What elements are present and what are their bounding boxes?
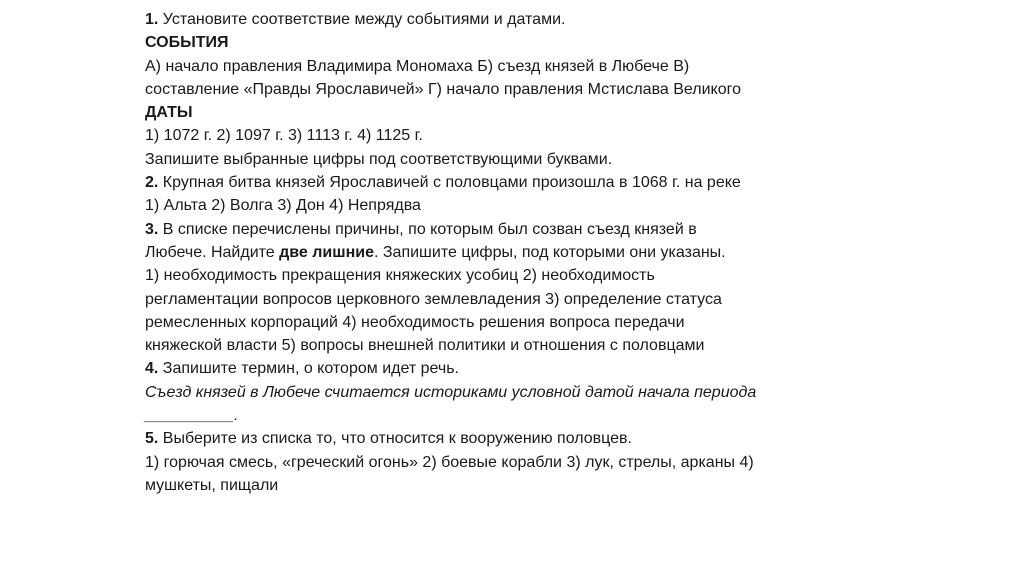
q5-number: 5. bbox=[145, 430, 159, 448]
q3-question-1: В списке перечислены причины, по которым был созван съезд князей в bbox=[158, 220, 697, 238]
q3-question-2b: . Запишите цифры, под которыми они указаны. bbox=[374, 243, 726, 261]
q5-options-line-2: мушкеты, пищали bbox=[145, 476, 279, 494]
q3-question-line-1 bbox=[145, 218, 885, 241]
q4-number: 4. bbox=[145, 360, 159, 378]
q2-options: 1) Альта 2) Волга 3) Дон 4) Непрядва bbox=[145, 197, 421, 215]
q2-question: Крупная битва князей Ярославичей с половцами произошла в 1068 г. на реке bbox=[158, 174, 741, 192]
q5-question: Выберите из списка то, что относится к вооружению половцев. bbox=[158, 430, 632, 448]
q2-number: 2. bbox=[145, 174, 159, 192]
q3-options-line-4: княжеской власти 5) вопросы внешней политики и отношения с половцами bbox=[145, 337, 705, 355]
q4-question: Запишите термин, о котором идет речь. bbox=[158, 360, 459, 378]
q4-question-line bbox=[145, 357, 885, 380]
q1-events-line-2: составление «Правды Ярославичей» Г) начало правления Мстислава Великого bbox=[145, 80, 742, 98]
q3-question-2a: Любече. Найдите bbox=[145, 243, 280, 261]
q1-number: 1. bbox=[145, 11, 159, 28]
q5-options-line-1: 1) горючая смесь, «греческий огонь» 2) боевые корабли 3) лук, стрелы, арканы 4) bbox=[145, 453, 754, 471]
q3-number: 3. bbox=[145, 220, 159, 238]
q1-dates-heading: ДАТЫ bbox=[145, 104, 193, 122]
q1-question-line bbox=[145, 8, 885, 31]
q5-question-line bbox=[145, 427, 885, 450]
q4-statement-line-1: Съезд князей в Любече считается историками условной датой начала периода bbox=[145, 383, 757, 401]
q1-instruction: Запишите выбранные цифры под соответствующими буквами. bbox=[145, 150, 613, 168]
q1-events-line-1: А) начало правления Владимира Мономаха Б) съезд князей в Любече В) bbox=[145, 57, 690, 75]
q3-question-line-2 bbox=[145, 241, 885, 264]
q3-question-2-bold: две лишние bbox=[279, 243, 374, 261]
q1-question: Установите соответствие между событиями и датами. bbox=[158, 11, 566, 28]
q4-statement-line-2: __________. bbox=[145, 407, 239, 425]
worksheet bbox=[145, 8, 885, 497]
q3-options-line-2: регламентации вопросов церковного землевладения 3) определение статуса bbox=[145, 290, 722, 308]
q3-options-line-1: 1) необходимость прекращения княжеских усобиц 2) необходимость bbox=[145, 267, 655, 285]
q2-question-line bbox=[145, 171, 885, 194]
q1-events-heading: СОБЫТИЯ bbox=[145, 34, 229, 52]
q1-dates-line: 1) 1072 г. 2) 1097 г. 3) 1113 г. 4) 1125 г. bbox=[145, 127, 423, 145]
q3-options-line-3: ремесленных корпораций 4) необходимость решения вопроса передачи bbox=[145, 313, 685, 331]
